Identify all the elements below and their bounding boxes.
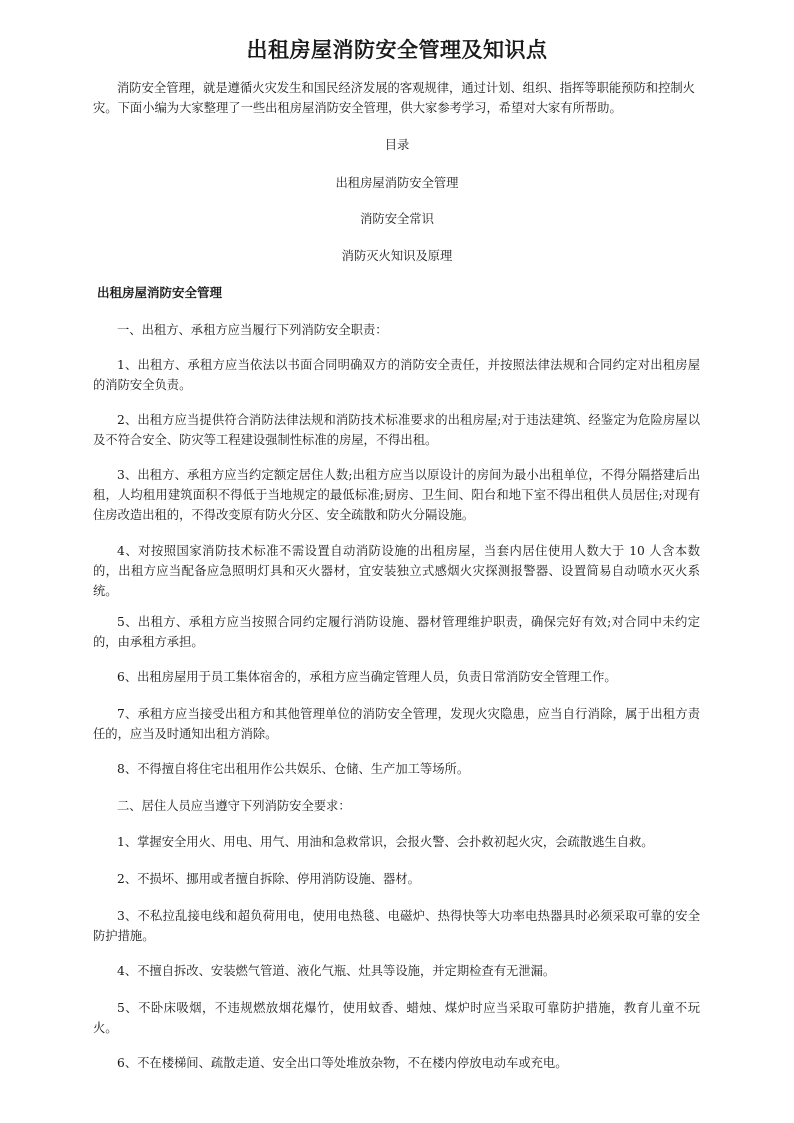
toc-item[interactable]: 出租房屋消防安全管理 — [335, 176, 459, 190]
section-heading: 出租房屋消防安全管理 — [97, 285, 223, 300]
body-paragraph: 二、居住人员应当遵守下列消防安全要求： — [117, 799, 351, 813]
body-paragraph: 4、不擅自拆改、安装燃气管道、液化气瓶、灶具等设施，并定期检查有无泄漏。 — [117, 964, 556, 978]
toc-heading: 目录 — [384, 138, 410, 152]
toc-item[interactable]: 消防灭火知识及原理 — [341, 249, 453, 263]
body-paragraph: 一、出租方、承租方应当履行下列消防安全职责： — [117, 323, 388, 337]
body-paragraph: 3、出租方、承租方应当约定额定居住人数;出租方应当以原设计的房间为最小出租单位，不得分隔搭建后出租，人均租用建筑面积不得低于当地规定的最低标准;厨房、卫生间、阳台和地下室不得出租供人员居住;对现有住房改造出租的，不得改变原有防火分区、安全疏散和防火分隔设施。 — [93, 468, 700, 522]
body-paragraph: 4、对按照国家消防技术标准不需设置自动消防设施的出租房屋，当套内居住使用人数大于 10 人含本数的，出租方应当配备应急照明灯具和灭火器材，宜安装独立式感烟火灾探测报警器、设置简易自动喷水灭火系统。 — [93, 544, 700, 598]
intro-paragraph: 消防安全管理，就是遵循火灾发生和国民经济发展的客观规律，通过计划、组织、指挥等职能预防和控制火灾。下面小编为大家整理了一些出租房屋消防安全管理，供大家参考学习，希望对大家有所帮助。 — [93, 81, 695, 115]
body-paragraph: 2、不损坏、挪用或者擅自拆除、停用消防设施、器材。 — [117, 872, 420, 886]
document-title: 出租房屋消防安全管理及知识点 — [246, 38, 548, 62]
body-paragraph: 3、不私拉乱接电线和超负荷用电，使用电热毯、电磁炉、热得快等大功率电热器具时必须采取可靠的安全防护措施。 — [93, 909, 700, 943]
body-paragraph: 2、出租方应当提供符合消防法律法规和消防技术标准要求的出租房屋;对于违法建筑、经鉴定为危险房屋以及不符合安全、防灾等工程建设强制性标准的房屋，不得出租。 — [93, 413, 700, 447]
body-paragraph: 6、不在楼梯间、疏散走道、安全出口等处堆放杂物，不在楼内停放电动车或充电。 — [117, 1056, 568, 1070]
body-paragraph: 7、承租方应当接受出租方和其他管理单位的消防安全管理，发现火灾隐患，应当自行消除，属于出租方责任的，应当及时通知出租方消除。 — [93, 707, 700, 741]
toc-item[interactable]: 消防安全常识 — [360, 212, 434, 226]
body-paragraph: 5、不卧床吸烟，不违规燃放烟花爆竹，使用蚊香、蜡烛、煤炉时应当采取可靠防护措施，教育儿童不玩火。 — [93, 1001, 700, 1035]
body-paragraph: 1、掌握安全用火、用电、用气、用油和急救常识，会报火警、会扑救初起火灾，会疏散逃生自救。 — [117, 835, 654, 849]
body-paragraph: 5、出租方、承租方应当按照合同约定履行消防设施、器材管理维护职责，确保完好有效;对合同中未约定的，由承租方承担。 — [93, 615, 700, 649]
body-paragraph: 1、出租方、承租方应当依法以书面合同明确双方的消防安全责任，并按照法律法规和合同约定对出租房屋的消防安全负责。 — [93, 358, 700, 392]
body-paragraph: 6、出租房屋用于员工集体宿舍的，承租方应当确定管理人员，负责日常消防安全管理工作。 — [117, 670, 617, 684]
body-paragraph: 8、不得擅自将住宅出租用作公共娱乐、仓储、生产加工等场所。 — [117, 762, 470, 776]
